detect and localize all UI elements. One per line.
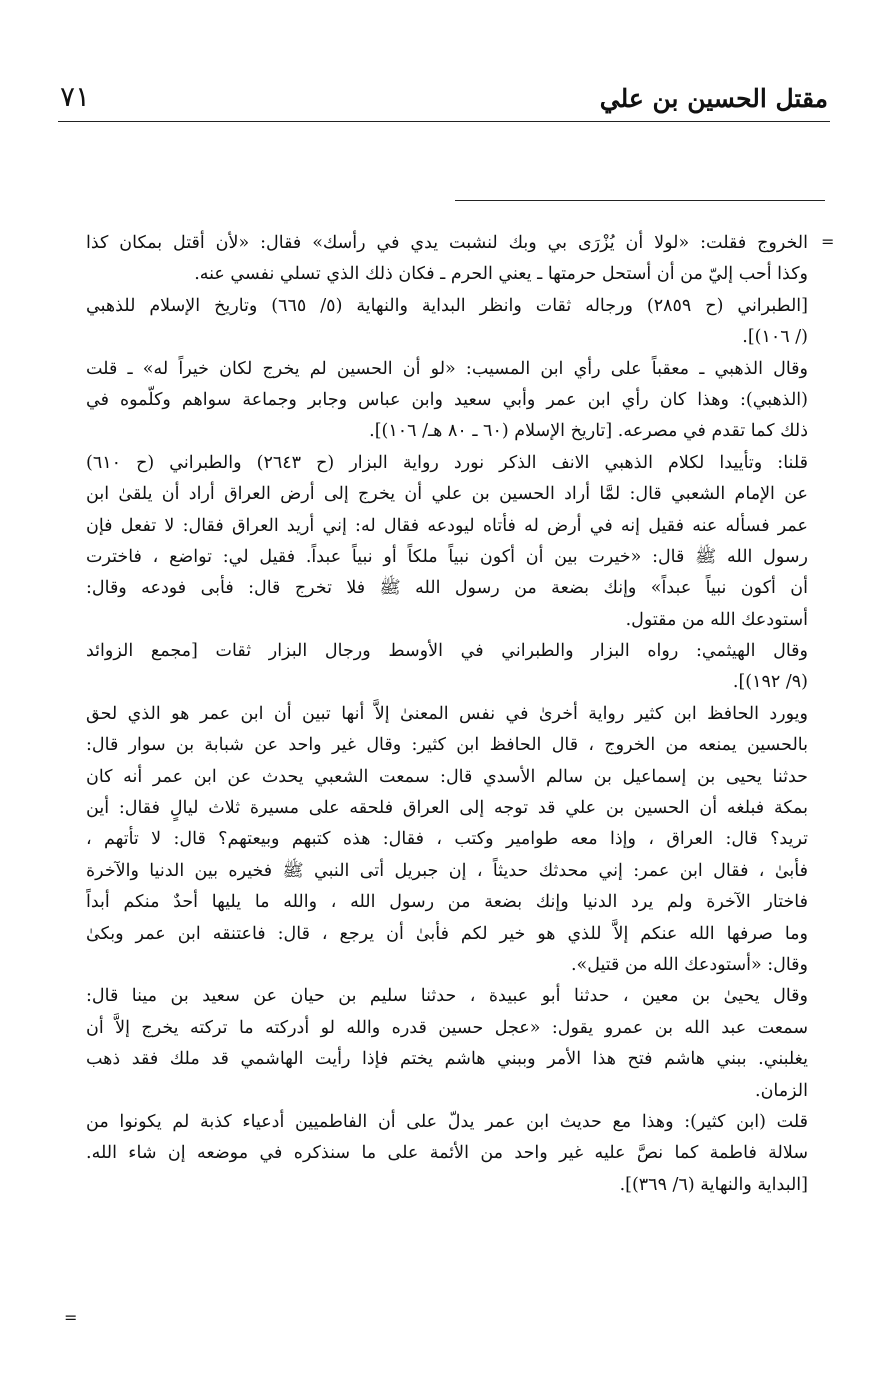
text-line: سلالة فاطمة كما نصَّ عليه غير واحد من الأئمة على ما سنذكره في موضعه إن شاء الله. [86,1143,808,1164]
text-line: عمر فسأله عنه فقيل إنه في أرض له فأتاه ليودعه فقال له: إني أريد العراق فقال: لا تفعل فإن [86,515,808,536]
footnote-body [86,228,808,1201]
text-line: فأبىٰ ، فقال ابن عمر: إني محدثك حديثاً ، إن جبريل أتى النبي ﷺ فخيره بين الدنيا والآخرة [86,860,808,881]
text-line: [الطبراني (ح ٢٨٥٩) ورجاله ثقات وانظر البداية والنهاية (٥/ ٦٦٥) وتاريخ الإسلام للذهبي [86,295,808,316]
text-line: ذلك كما تقدم في مصرعه. [تاريخ الإسلام (٦٠ ـ ٨٠ هـ/ ١٠٦)]. [369,421,808,442]
text-line: عن الإمام الشعبي قال: لمَّا أراد الحسين بن علي أن يخرج إلى أرض العراق أراد أن يلقىٰ ابن [86,484,808,505]
text-line: (/ ١٠٦)]. [742,327,808,348]
text-line: وقال الهيثمي: رواه البزار والطبراني في الأوسط ورجال البزار ثقات [مجمع الزوائد [86,641,808,662]
text-line: بالحسين يمنعه من الخروج ، قال الحافظ ابن كثير: وقال غير واحد عن شبابة بن سوار قال: [86,735,808,756]
text-line: (الذهبي): وهذا كان رأي ابن عمر وأبي سعيد وابن عباس وجابر وجماعة سواهم وكلّموه في [86,389,808,410]
text-line: [البداية والنهاية (٦/ ٣٦٩)]. [619,1174,808,1195]
text-line: قلنا: وتأييدا لكلام الذهبي الانف الذكر نورد رواية البزار (ح ٢٦٤٣) والطبراني (ح ٦١٠) [86,452,808,473]
text-line: أستودعك الله من مقتول. [625,609,808,630]
text-line: بمكة فبلغه أن الحسين بن علي قد توجه إلى العراق فلحقه على مسيرة ثلاث ليالٍ فقال: أين [86,798,808,819]
text-line: قلت (ابن كثير): وهذا مع حديث ابن عمر يدلّ على أن الفاطميين أدعياء كذبة لم يكونوا من [86,1111,808,1132]
text-line: سمعت عبد الله بن عمرو يقول: «عجل حسين قدره والله لو أدركته ما تركته يخرج إلاَّ أن [86,1017,808,1038]
text-line: تريد؟ قال: العراق ، وإذا معه طوامير وكتب ، فقال: هذه كتبهم وبيعتهم؟ قال: لا تأتهم ، [86,829,808,850]
text-line: فاختار الآخرة ولم يرد الدنيا وإنك بضعة من رسول الله ، والله ما يليها أحدٌ منكم أبداً [86,892,808,913]
text-line: الخروج فقلت: «لولا أن يُزْرَى بي وبك لنشبت يدي في رأسك» فقال: «لأن أقتل بمكان كذا [86,233,808,253]
text-line: وما صرفها الله عنكم إلاَّ للذي هو خير لكم فأبىٰ أن يرجع ، قال: فاعتنقه ابن عمر وبكىٰ [86,923,808,944]
text-line: الزمان. [755,1080,808,1101]
text-line: أن أكون نبياً عبداً» وإنك بضعة من رسول الله ﷺ فلا تخرج قال: فأبى فودعه وقال: [86,578,808,599]
text-line: وكذا أحب إليّ من أن أستحل حرمتها ـ يعني الحرم ـ فكان ذلك الذي تسلي نفسي عنه. [194,264,808,285]
text-line: ويورد الحافظ ابن كثير رواية أخرىٰ في نفس المعنىٰ إلاَّ أنها تبين أن ابن عمر هو الذي لحق [86,703,808,724]
text-line: رسول الله ﷺ قال: «خيرت بين أن أكون نبياً ملكاً أو نبياً عبداً. فقيل لي: تواضع ، فاخترت [86,546,808,567]
running-header-title: مقتل الحسين بن علي [599,84,828,113]
page-number: ٧١ [60,80,91,113]
text-line: (٩/ ١٩٢)]. [732,672,808,693]
header-rule [58,121,830,122]
text-line: يغلبني. ببني هاشم فتح هذا الأمر وببني هاشم يختم فإذا رأيت الهاشمي قد ملك فقد ذهب [86,1049,808,1070]
text-line: حدثنا يحيى بن إسماعيل بن سالم الأسدي قال: سمعت الشعبي يحدث عن ابن عمر أنه كان [86,766,808,787]
footnote-separator [455,200,825,201]
continuation-mark-top: = [821,232,835,251]
continuation-mark-bottom: = [64,1308,78,1327]
text-line: وقال الذهبي ـ معقباً على رأي ابن المسيب: «لو أن الحسين لم يخرج لكان خيراً له» ـ قلت [86,358,808,379]
text-line: وقال يحيىٰ بن معين ، حدثنا أبو عبيدة ، حدثنا سليم بن حيان عن سعيد بن مينا قال: [86,986,808,1007]
text-line: وقال: «أستودعك الله من قتيل». [570,954,808,975]
